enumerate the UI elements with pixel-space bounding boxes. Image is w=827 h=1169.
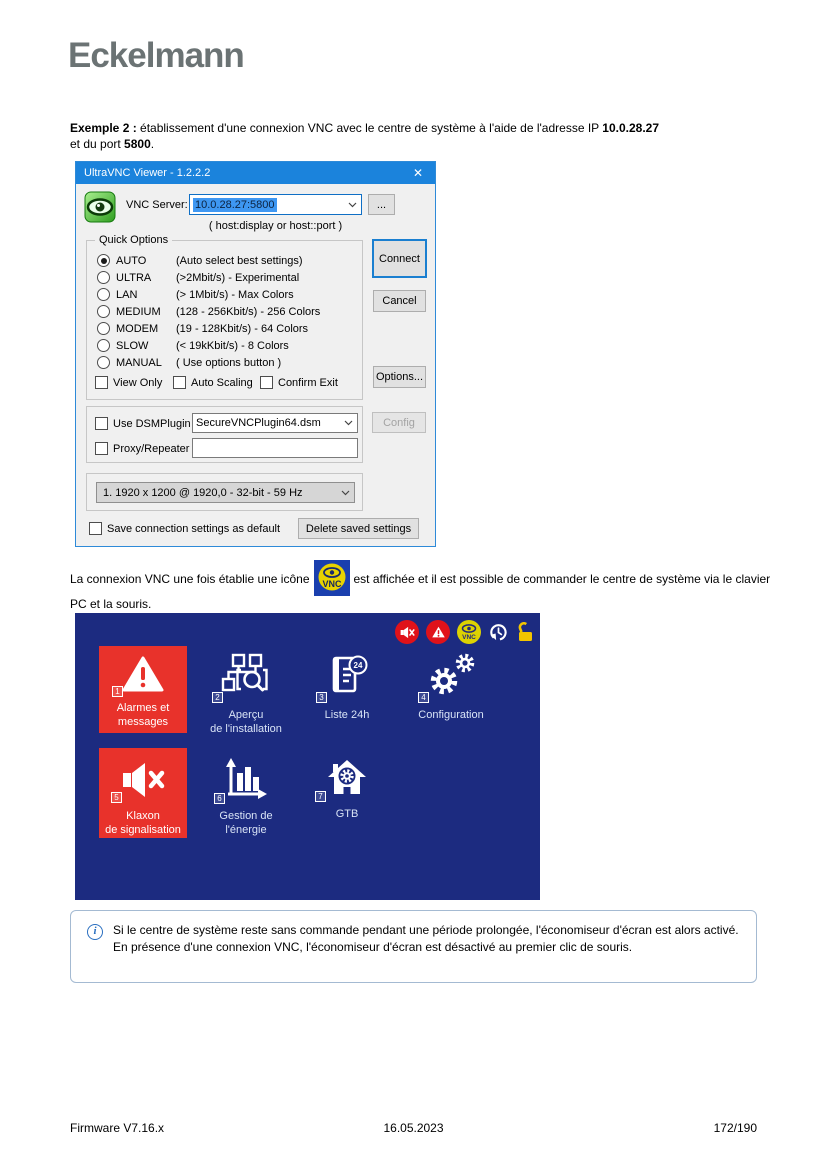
checkbox-icon[interactable] [89, 522, 102, 535]
list-24h-icon [319, 653, 369, 704]
vnc-inline-icon [314, 560, 350, 596]
radio-icon[interactable] [97, 271, 110, 284]
browse-button[interactable]: ... [368, 194, 395, 215]
checkbox-icon[interactable] [173, 376, 186, 389]
checkbox-confirm-exit[interactable]: Confirm Exit [260, 376, 338, 389]
tile-label-line: messages [117, 715, 169, 728]
vnc-server-combobox[interactable] [189, 194, 362, 215]
intro-text-1: établissement d'une connexion VNC avec le centre de système à l'aide de l'adresse IP [136, 121, 603, 135]
radio-option-slow[interactable]: SLOW (< 19kKbit/s) - 8 Colors [97, 338, 289, 353]
vnc-server-value[interactable]: 10.0.28.27:5800 [195, 198, 275, 211]
tile-label-line: Configuration [418, 709, 484, 721]
tile-label-line: Klaxon [126, 810, 160, 822]
alarm-status-icon[interactable] [426, 620, 450, 644]
radio-icon[interactable] [97, 339, 110, 352]
proxy-repeater-input[interactable] [192, 438, 358, 458]
eckelmann-logo: Eckelmann [68, 36, 244, 75]
cancel-button[interactable]: Cancel [373, 290, 426, 312]
host-hint: ( host:display or host::port ) [208, 220, 343, 232]
tile-label-line: GTB [335, 808, 359, 820]
svg-text:24: 24 [353, 661, 363, 670]
radio-option-lan[interactable]: LAN (> 1Mbit/s) - Max Colors [97, 287, 294, 302]
dsm-plugin-value: SecureVNCPlugin64.dsm [196, 417, 321, 429]
checkbox-proxy-repeater[interactable]: Proxy/Repeater [95, 442, 189, 455]
radio-option-medium[interactable]: MEDIUM (128 - 256Kbit/s) - 256 Colors [97, 304, 320, 319]
tile-label-line: Aperçu [228, 709, 264, 721]
tile-energy-management[interactable] [201, 756, 291, 837]
intro-paragraph [70, 120, 775, 152]
status-bar [395, 620, 535, 644]
quick-options-group [86, 234, 363, 400]
energy-chart-icon [217, 756, 269, 805]
close-icon[interactable]: ✕ [412, 166, 424, 180]
checkbox-icon[interactable] [95, 376, 108, 389]
display-group [86, 473, 363, 511]
tile-alarms-messages[interactable] [99, 646, 187, 733]
dialog-title: UltraVNC Viewer - 1.2.2.2 [84, 167, 211, 179]
ultravnc-eye-icon [84, 190, 116, 224]
display-value: 1. 1920 x 1200 @ 1920,0 - 32-bit - 59 Hz [103, 486, 303, 499]
intro-text-2: et du port [70, 137, 125, 151]
dialog-body [76, 184, 435, 546]
tile-shortcut-badge: 2 [212, 692, 223, 703]
tile-label-line: Gestion de [219, 810, 273, 822]
lock-open-icon[interactable] [516, 622, 535, 642]
installation-network-icon [215, 653, 271, 704]
connection-text-1: La connexion VNC une fois établie une icône [70, 572, 310, 586]
options-button[interactable]: Options... [373, 366, 426, 388]
warning-triangle-icon [115, 655, 165, 698]
dsm-group [86, 406, 363, 463]
checkbox-view-only[interactable]: View Only [95, 376, 162, 389]
tile-label-line: de l'installation [210, 722, 282, 735]
gears-icon [421, 653, 475, 704]
radio-icon[interactable] [97, 288, 110, 301]
delete-saved-settings-button[interactable]: Delete saved settings [298, 518, 419, 539]
tile-shortcut-badge: 3 [316, 692, 327, 703]
tile-label-line: l'énergie [225, 823, 267, 836]
radio-icon[interactable] [97, 305, 110, 318]
tile-configuration[interactable] [401, 653, 501, 723]
tile-shortcut-badge: 7 [315, 791, 326, 802]
chevron-down-icon[interactable] [344, 421, 353, 426]
building-automation-icon [318, 756, 370, 803]
checkbox-use-dsmplugin[interactable]: Use DSMPlugin [95, 417, 191, 430]
info-icon: i [87, 924, 103, 940]
tile-klaxon[interactable] [99, 748, 187, 838]
dialog-titlebar [76, 162, 435, 184]
connect-button[interactable]: Connect [372, 239, 427, 278]
radio-option-ultra[interactable]: ULTRA (>2Mbit/s) - Experimental [97, 270, 299, 285]
radio-icon[interactable] [97, 356, 110, 369]
connection-paragraph [70, 560, 775, 613]
quick-options-legend: Quick Options [95, 234, 172, 246]
klaxon-muted-status-icon[interactable] [395, 620, 419, 644]
tile-shortcut-badge: 6 [214, 793, 225, 804]
chevron-down-icon[interactable] [348, 202, 357, 207]
tile-installation-overview[interactable] [201, 653, 291, 736]
tile-label-line: de signalisation [105, 823, 181, 836]
tile-label-line: Liste 24h [324, 709, 370, 721]
svg-text:VNC: VNC [462, 634, 476, 641]
tile-liste-24h[interactable] [303, 653, 391, 723]
tile-shortcut-badge: 5 [111, 792, 122, 803]
tile-shortcut-badge: 4 [418, 692, 429, 703]
checkbox-icon[interactable] [95, 442, 108, 455]
chevron-down-icon[interactable] [341, 490, 350, 495]
radio-option-auto[interactable]: AUTO (Auto select best settings) [97, 253, 303, 268]
speaker-mute-icon [114, 761, 166, 804]
radio-option-modem[interactable]: MODEM (19 - 128Kbit/s) - 64 Colors [97, 321, 308, 336]
footer-firmware: Firmware V7.16.x [70, 1121, 165, 1135]
checkbox-auto-scaling[interactable]: Auto Scaling [173, 376, 253, 389]
system-centre-screen [75, 613, 540, 900]
radio-option-manual[interactable]: MANUAL ( Use options button ) [97, 355, 281, 370]
tile-label-line: Alarmes et [116, 702, 170, 714]
svg-text:VNC: VNC [321, 579, 342, 589]
standby-clock-icon[interactable] [488, 622, 509, 643]
page-footer [70, 1121, 757, 1135]
dsm-plugin-combobox[interactable] [192, 413, 358, 433]
intro-port: 5800 [124, 137, 151, 151]
config-button: Config [372, 412, 426, 433]
checkbox-icon[interactable] [95, 417, 108, 430]
tile-gtb[interactable] [303, 756, 391, 822]
intro-label: Exemple 2 : [70, 121, 137, 135]
tile-shortcut-badge: 1 [112, 686, 123, 697]
radio-icon[interactable] [97, 254, 110, 267]
vnc-server-label: VNC Server: [126, 199, 188, 211]
intro-ip: 10.0.28.27 [602, 121, 660, 135]
checkbox-save-default[interactable]: Save connection settings as default [89, 522, 280, 535]
info-note-box [70, 910, 757, 983]
radio-icon[interactable] [97, 322, 110, 335]
intro-period: . [150, 137, 155, 151]
checkbox-icon[interactable] [260, 376, 273, 389]
ultravnc-dialog [75, 161, 436, 547]
vnc-status-icon[interactable] [457, 620, 481, 644]
footer-date: 16.05.2023 [383, 1121, 444, 1135]
footer-page: 172/190 [713, 1121, 757, 1135]
display-combobox[interactable] [96, 482, 355, 503]
note-text: Si le centre de système reste sans commande pendant une période prolongée, l'économiseur d'écran est alors activé. En présence d'une connexion VNC, l'économiseur d'écran est désactivé au premier clic de souris. [113, 923, 739, 954]
connection-text-2: est affichée et il est possible de commander le centre de système via le clavier PC et la souris. [70, 572, 771, 611]
